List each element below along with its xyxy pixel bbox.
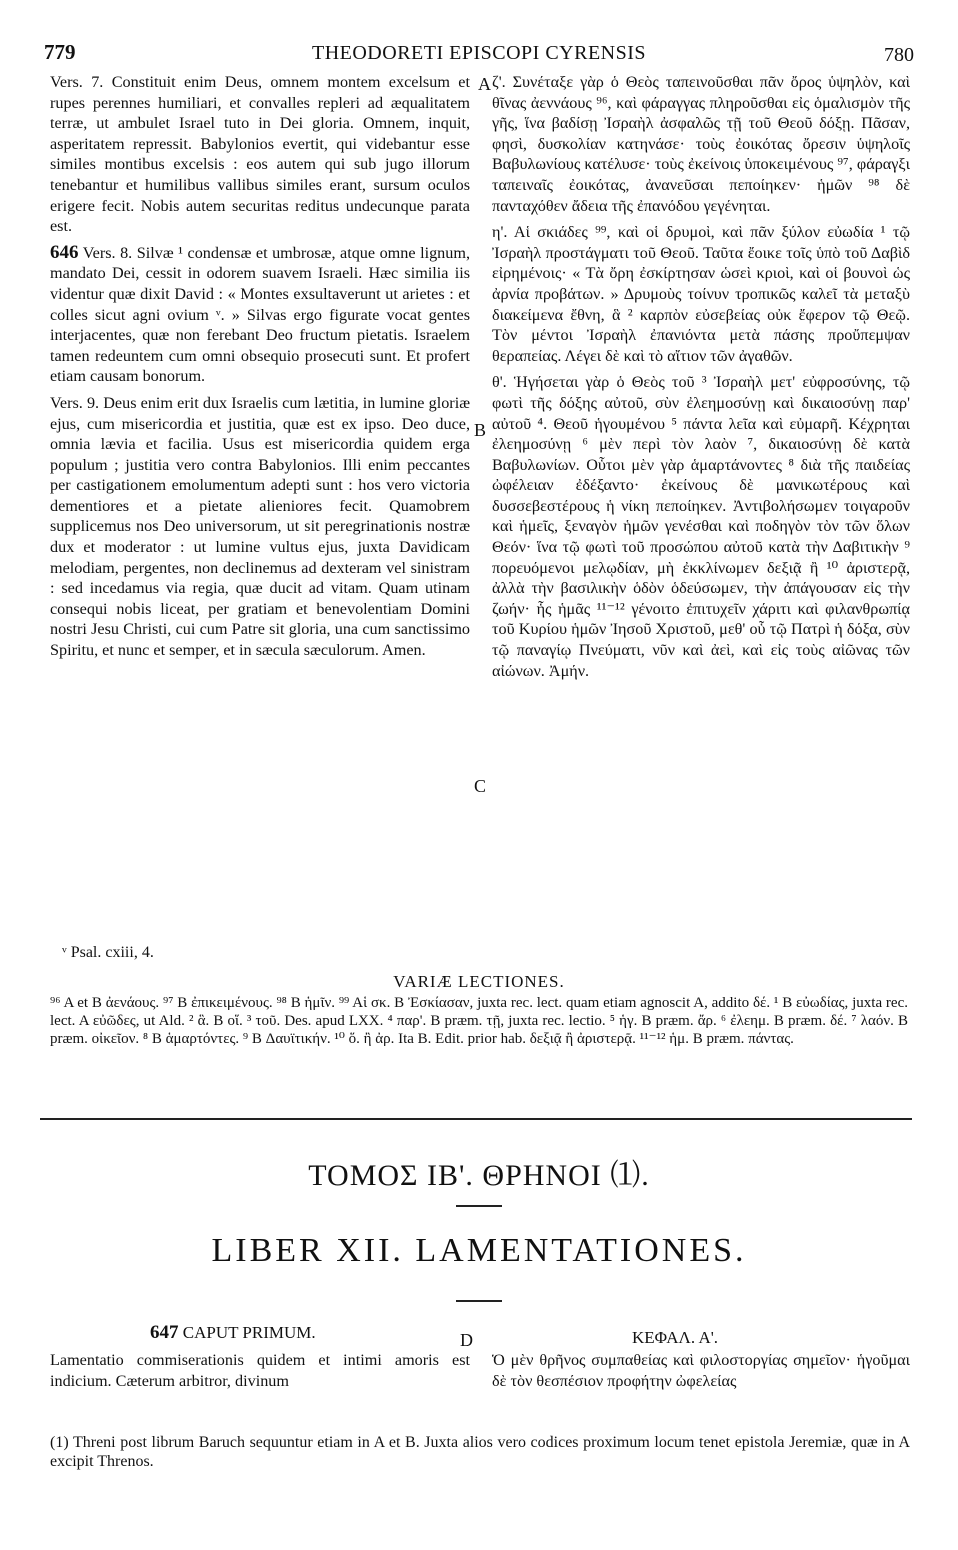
latin-paragraph-vers-8-text: Vers. 8. Silvæ ¹ condensæ et umbrosæ, atque omne lignum, mandato Dei, cessit in odorem suavem Israeli. Hæc similia iis videntur quæ dixit David : « Montes exsultaverunt ut arietes : et colles sicut agni ovium ᵛ. » Silvas ergo figurate vocat gentes interjacentes, quæ non ferebant Deo fructum pietatis. Israelem tamen redeuntem cum omni obsequio prosecuti sunt. Et profert etiam causam bonorum. xyxy=(50,243,470,386)
lamentatio-greek-text: Ὁ μὲν θρῆνος συμπαθείας καὶ φιλοστοργίας σημεῖον· ἡγοῦμαι δὲ τὸν θεσπέσιον προφήτην ὠφελείας xyxy=(492,1351,910,1390)
latin-paragraph-vers-9: Vers. 9. Deus enim erit dux Israelis cum lætitia, in lumine gloriæ ejus, cum misericordia et justitia, quæ est ex ipso. Deo duce, omnia lævia et facilia. Usus est misericordia quidem erga populum ; justitia vero contra Babylonios. Illi enim peccantes per castigationem emolumentum adepti sunt : hos vero victoria dementiores et a pietate alieniores fecit. Quamobrem supplicemus nos Deo universorum, ut sit peregrinationis nostræ dux et moderator : ut lumine vultus ejus, juxta Davidicam melodiam, pergentes, non declinemus ad dexteram vel sinistram : sed incedamus via regia, quæ ducit ad vitam. Quam utinam consequi nobis liceat, per gratiam et benevolentiam Domini nostri Jesu Christi, cui cum Patre sit gloria, una cum sanctissimo Spiritu, et nunc et semper, et in sæcula sæculorum. Amen. xyxy=(50,393,470,660)
greek-paragraph-theta: θ'. Ἡγήσεται γὰρ ὁ Θεὸς τοῦ ³ Ἰσραὴλ μετ' εὐφροσύνης, τῷ φωτὶ τῆς δόξης αὐτοῦ, σὺν ἐλεημοσύνῃ καὶ δικαιοσύνῃ παρ' αὐτοῦ ⁴. Θεοῦ ἡγουμένου ⁵ πάντα λεῖα καὶ εὐμαρῆ. Κέχρηται ἐλεημοσύνῃ ⁶ μὲν περὶ τὸν λαὸν ⁷, δικαιοσύνῃ δὲ κατὰ Βαβυλωνίων. Οὗτοι μὲν γὰρ ἁμαρτάνοντες ⁸ διὰ τῆς παιδείας ὠφέλειαν ἐδέξαντο· ἐκείνους δὲ μανικωτέρους καὶ δυσσεβεστέρους ἡ νίκη πεποίηκεν. Ἀντιβολήσωμεν τοιγαροῦν καὶ ἡμεῖς, ξεναγὸν ἡμῶν γενέσθαι καὶ ποδηγὸν τὸν τῶν ὅλων Θεόν· ἵνα τῷ φωτὶ τοῦ προσώπου αὐτοῦ κατὰ τὴν Δαβιτικὴν ⁹ πορευόμενοι μελῳδίαν, μὴ ἐκκλίνωμεν δεξιᾷ ἢ ¹⁰ ἀριστερᾷ, ἀλλὰ τὴν βασιλικὴν ὁδὸν ὁδεύσωμεν, τὴν ἀπάγουσαν εἰς τὴν ζωήν· ἧς ἡμᾶς ¹¹⁻¹² γένοιτο ἐπιτυχεῖν χάριτι καὶ φιλανθρωπίᾳ τοῦ Κυρίου ἡμῶν Ἰησοῦ Χριστοῦ, μεθ' οὗ τῷ Πατρὶ ἡ δόξα, σὺν τῷ παναγίῳ Πνεύματι, νῦν καὶ ἀεὶ, καὶ εἰς τοὺς αἰῶνας τῶν αἰώνων. Ἀμήν. xyxy=(492,373,910,680)
caput-latin-heading xyxy=(150,1322,316,1344)
latin-paragraph-vers-8 xyxy=(50,243,470,387)
page-header xyxy=(0,40,958,72)
column-number-646: 646 xyxy=(50,241,79,263)
lamentatio-latin-text: Lamentatio commiserationis quidem et intimi amoris est indicium. Cæterum arbitror, divinum xyxy=(50,1351,470,1390)
latin-paragraph-vers-7: Vers. 7. Constituit enim Deus, omnem montem excelsum et rupes perennes humiliari, et convalles repleri ad æqualitatem terræ, ut ambulet Israel tuto in Dei gloria. Omnem, inquit, asperitatem repressit. Babylonios evertit, qui videbantur esse similes montibus excelsis : eos autem qui sub jugo illorum tenebantur et humilibus vallibus similes erant, sursum oculos erigere fecit. Nobis autem securitas reditus undecunque parata est. xyxy=(50,73,470,236)
bottom-footnote: (1) Threni post librum Baruch sequuntur etiam in A et B. Juxta alios vero codices proximum locum tenet epistola Jeremiæ, quæ in A excipit Threnos. xyxy=(50,1434,910,1470)
greek-paragraph-zeta: ζ'. Συνέταξε γὰρ ὁ Θεὸς ταπεινοῦσθαι πᾶν ὄρος ὑψηλὸν, καὶ θῖνας ἀεννάους ⁹⁶, καὶ φάραγγας πληροῦσθαι εἰς ὁμαλισμὸν τῆς γῆς, ἵνα βαδίσῃ Ἰσραὴλ ἀσφαλῶς τῇ τοῦ Θεοῦ δόξῃ. Πᾶσαν, φησὶ, δυσκολίαν κατηνάσε· τοὺς ἐοικότας ὄρεσιν ὑψηλοῖς Βαβυλωνίους κατέλυσε· τοὺς ἐκείνοις ὑποκειμένους ⁹⁷, φάραγξι ταπειναῖς ἐοικότας, ἀνανεῦσαι πεποίηκεν· ἡμῶν ⁹⁸ δὲ πανταχόθεν ἄδεια τῆς ἐπανόδου γεγένηται. xyxy=(492,73,910,215)
margin-letter-c: C xyxy=(474,776,487,796)
tomos-title: ΤΟΜΟΣ ΙΒ'. ΘΡΗΝΟΙ ⑴. xyxy=(308,1159,650,1192)
short-rule-2 xyxy=(456,1300,502,1302)
margin-letter-d: D xyxy=(460,1330,473,1350)
page-number-left: 779 xyxy=(44,40,76,64)
variae-lectiones-heading: VARIÆ LECTIONES. xyxy=(393,972,565,991)
liber-title: LIBER XII. LAMENTATIONES. xyxy=(211,1232,747,1269)
column-number-647: 647 xyxy=(150,1322,179,1343)
margin-letter-a: A xyxy=(478,74,491,94)
running-title: THEODORETI EPISCOPI CYRENSIS xyxy=(311,42,647,64)
latin-column xyxy=(50,72,470,667)
short-rule-1 xyxy=(456,1205,502,1207)
margin-letter-b: B xyxy=(474,420,487,440)
caput-latin-label: CAPUT PRIMUM. xyxy=(182,1323,316,1342)
page-number-right: 780 xyxy=(884,44,914,66)
greek-column xyxy=(492,72,910,687)
section-divider xyxy=(40,1118,912,1120)
greek-paragraph-eta: η'. Αἱ σκιάδες ⁹⁹, καὶ οἱ δρυμοὶ, καὶ πᾶν ξύλον εὐωδία ¹ τῷ Ἰσραὴλ προστάγματι τοῦ Θεοῦ. Ταῦτα ἔοικε τοῖς ὑπὸ τοῦ Δαβὶδ εἰρημένοις· « Τὰ ὄρη ἐσκίρτησαν ὡσεὶ κριοὶ, καὶ οἱ βουνοὶ ὡς ἀρνία προβάτων. » Δρυμοὺς τοίνυν τροπικῶς καλεῖ τὰ μεταξὺ διακείμενα ἔθνη, ἃ ² καρπὸν εὐσεβείας οὐκ ἔφερον τῷ Θεῷ. Τὸν μέντοι Ἰσραὴλ ἐπανιόντα μετὰ πάσης προὔπεμψαν θεραπείας. Λέγει δὲ καὶ τὸ αἴτιον τῶν ἀγαθῶν. xyxy=(492,223,910,365)
psalm-footnote: ᵛ Psal. cxiii, 4. xyxy=(62,944,154,961)
caput-greek-heading: ΚΕΦΑΛ. Α'. xyxy=(632,1328,719,1347)
variae-lectiones-text: ⁹⁶ A et B ἀενάους. ⁹⁷ B ἐπικειμένους. ⁹⁸ B ἡμῖν. ⁹⁹ Αἱ σκ. B Ἐσκίασαν, juxta rec. lect. quam etiam agnoscit A, addito δέ. ¹ B εὐωδίας, juxta rec. lect. A εὐῶδες, ut Ald. ² ἃ. B οἵ. ³ τοῦ. Des. apud LXX. ⁴ παρ'. B præm. τῇ, juxta rec. lectio. ⁵ ἡγ. B præm. ἄρ. ⁶ ἐλεημ. B præm. δέ. ⁷ λαόν. B præm. οἰκεῖον. ⁸ B ἁμαρτόντες. ⁹ B Δαυϊτικήν. ¹⁰ ὅ. ἢ ἀρ. Ita B. Edit. prior hab. δεξιᾷ ἢ ἀριστερᾷ. ¹¹⁻¹² ἡμ. B præm. πάντας. xyxy=(50,995,908,1047)
